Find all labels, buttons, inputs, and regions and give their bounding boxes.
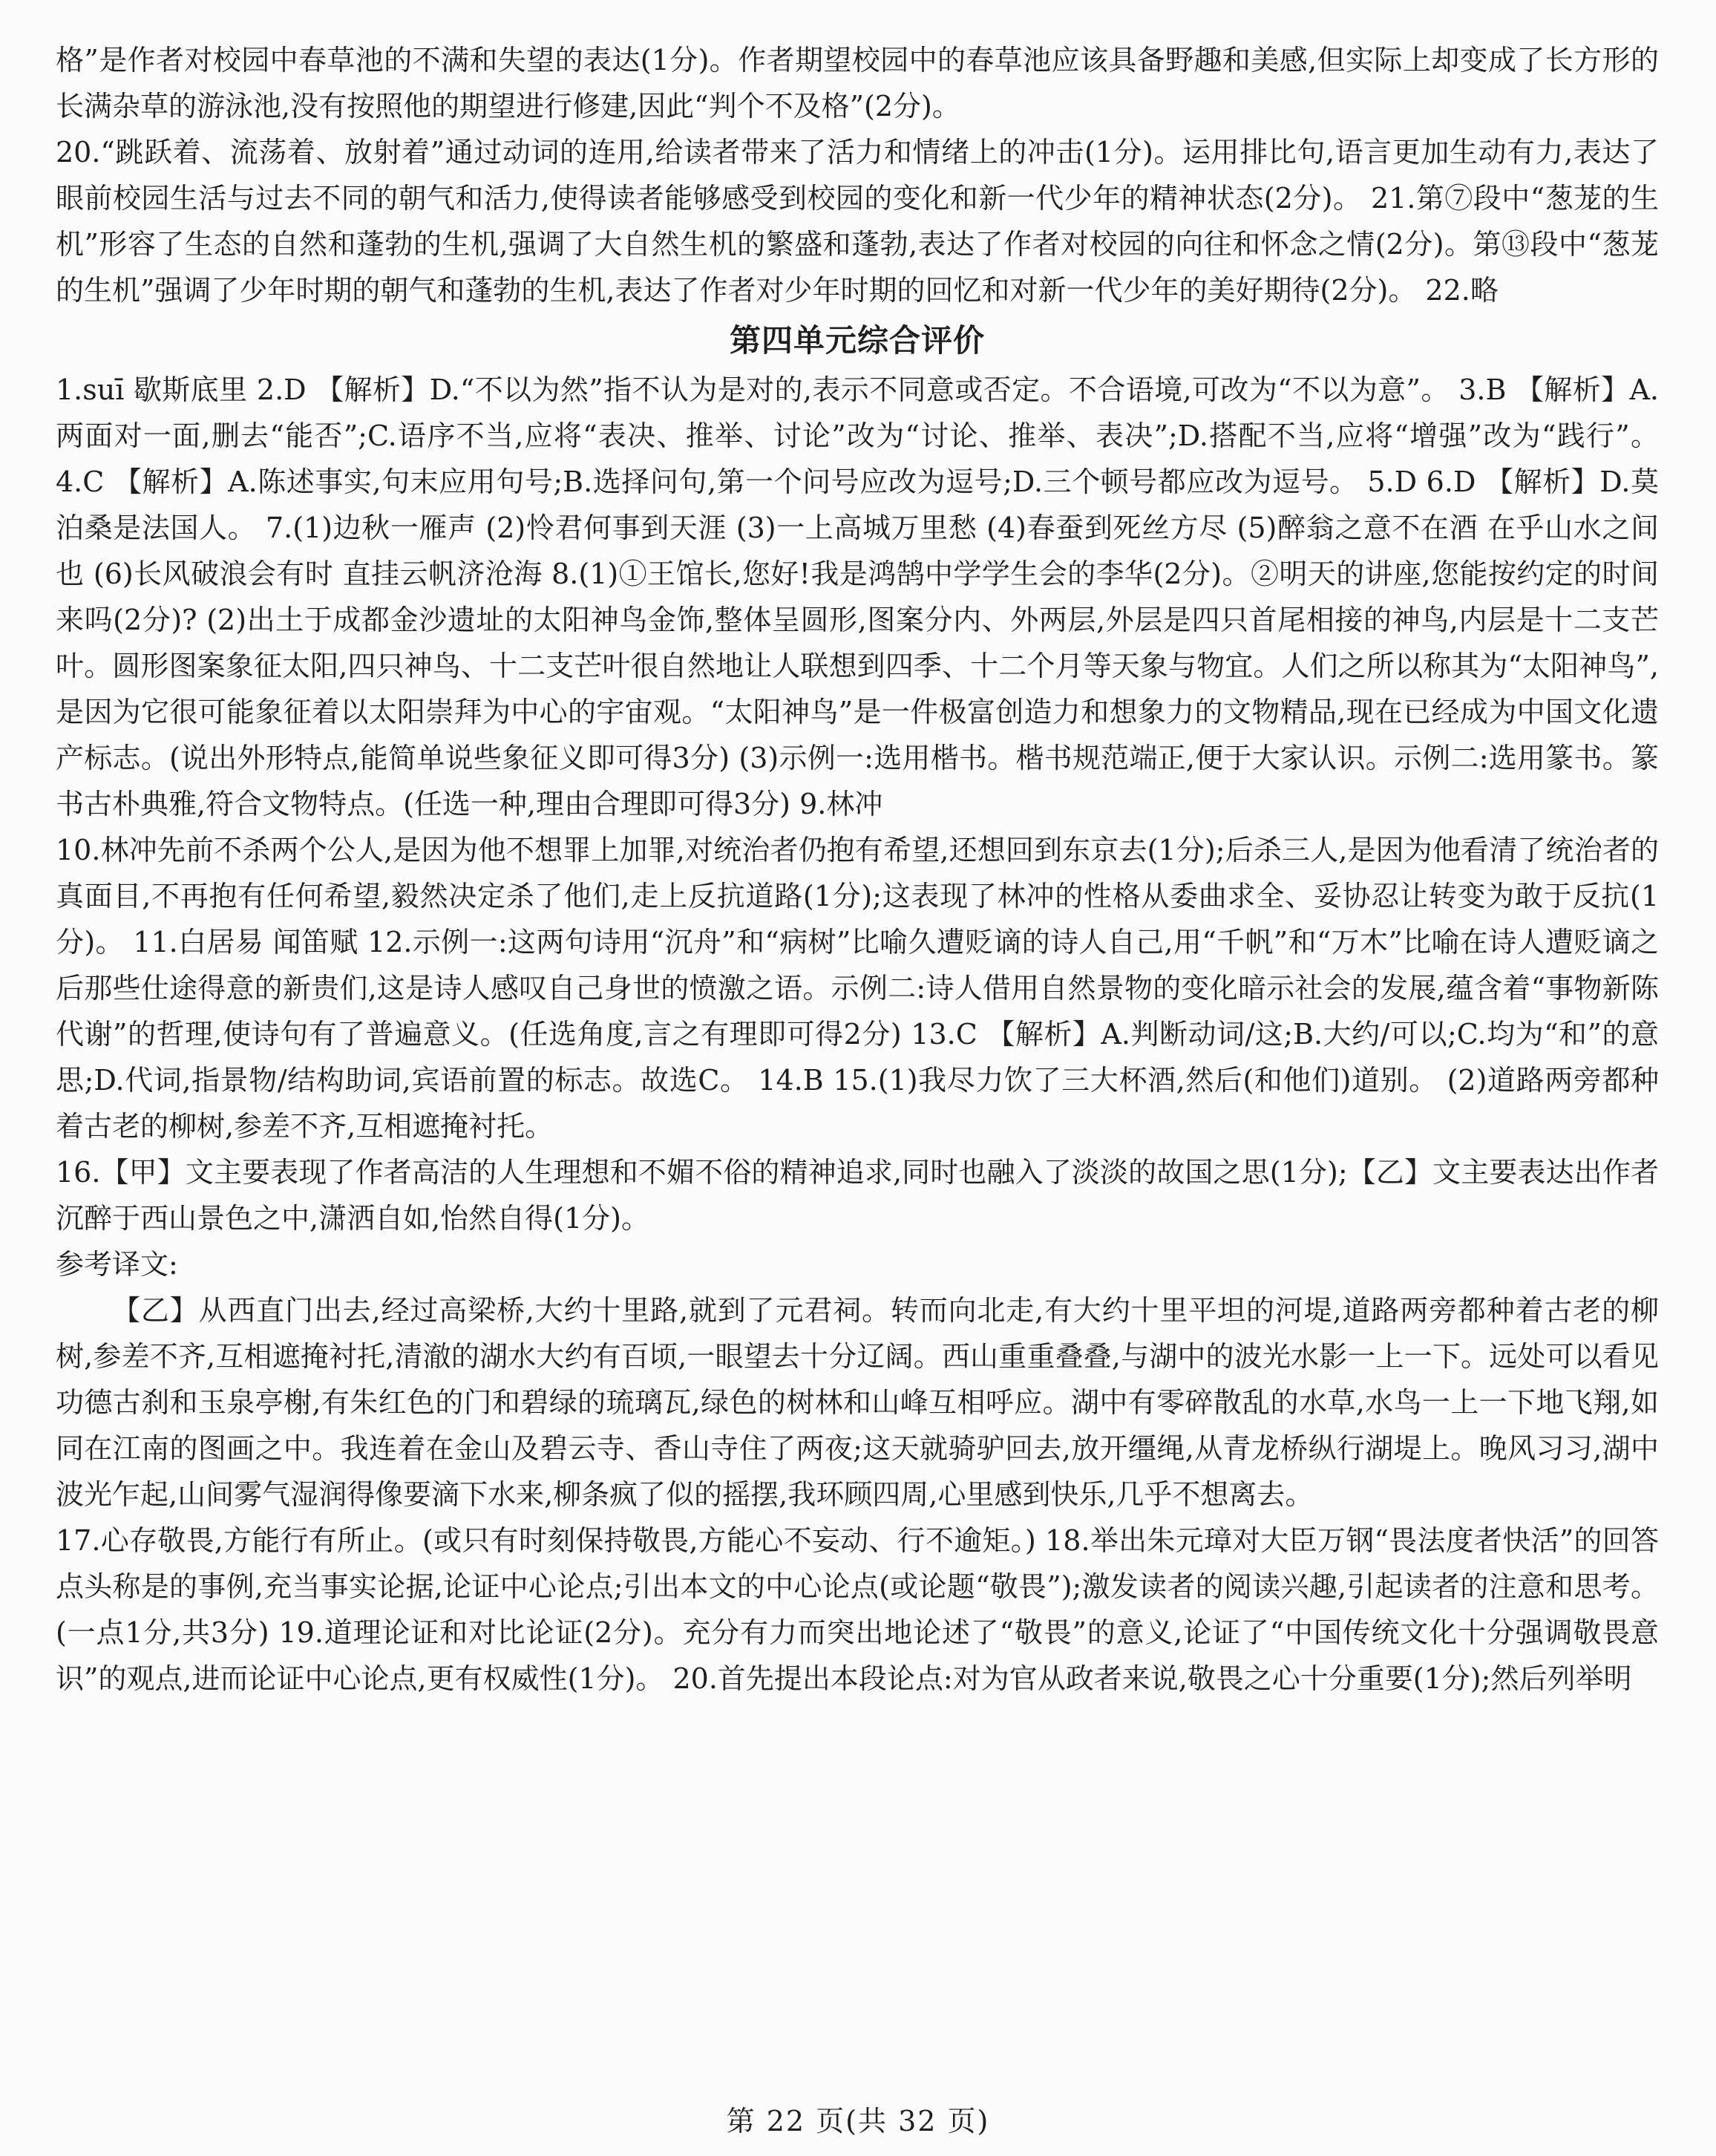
section-heading: 第四单元综合评价 bbox=[729, 322, 985, 359]
paragraph-top-2: 20.“跳跃着、流荡着、放射着”通过动词的连用,给读者带来了活力和情绪上的冲击(1分)。运用排比句,语言更加生动有力,表达了眼前校园生活与过去不同的朝气和活力,使得读者能够感受到校园的变化和新一代少年的精神状态(2分)。 21.第⑦段中“葱茏的生机”形容了生态的自然和蓬勃的生机,强调了大自然生机的繁盛和蓬勃,表达了作者对校园的向往和怀念之情(2分)。第⑬段中“葱茏的生机”强调了少年时期的朝气和蓬勃的生机,表达了作者对少年时期的回忆和对新一代少年的美好期待(2分)。 22.略 bbox=[56, 136, 1659, 307]
page-number-footer: 第 22 页(共 32 页) bbox=[726, 2105, 990, 2137]
paragraph-answers-17-20: 17.心存敬畏,方能行有所止。(或只有时刻保持敬畏,方能心不妄动、行不逾矩。) 18.举出朱元璋对大臣万钢“畏法度者快活”的回答点头称是的事例,充当事实论据,论证中心论点;引出本文的中心论点(或论题“敬畏”);激发读者的阅读兴趣,引起读者的注意和思考。(一点1分,共3分) 19.道理论证和对比论证(2分)。充分有力而突出地论述了“敬畏”的意义,论证了“中国传统文化十分强调敬畏意识”的观点,进而论证中心论点,更有权威性(1分)。 20.首先提出本段论点:对为官从政者来说,敬畏之心十分重要(1分);然后列举明 bbox=[56, 1524, 1659, 1695]
translation-label: 参考译文: bbox=[56, 1248, 178, 1281]
paragraph-answers-1-9: 1.suī 歇斯底里 2.D 【解析】D.“不以为然”指不认为是对的,表示不同意或否定。不合语境,可改为“不以为意”。 3.B 【解析】A.两面对一面,删去“能否”;C.语序不当,应将“表决、推举、讨论”改为“讨论、推举、表决”;D.搭配不当,应将“增强”改为“践行”。 4.C 【解析】A.陈述事实,句末应用句号;B.选择问句,第一个问号应改为逗号;D.三个顿号都应改为逗号。 5.D 6.D 【解析】D.莫泊桑是法国人。 7.(1)边秋一雁声 (2)怜君何事到天涯 (3)一上高城万里愁 (4)春蚕到死丝方尽 (5)醉翁之意不在酒 在乎山水之间也 (6)长风破浪会有时 直挂云帆济沧海 8.(1)①王馆长,您好!我是鸿鹄中学学生会的李华(2分)。②明天的讲座,您能按约定的时间来吗(2分)? (2)出土于成都金沙遗址的太阳神鸟金饰,整体呈圆形,图案分内、外两层,外层是四只首尾相接的神鸟,内层是十二支芒叶。圆形图案象征太阳,四只神鸟、十二支芒叶很自然地让人联想到四季、十二个月等天象与物宜。人们之所以称其为“太阳神鸟”,是因为它很可能象征着以太阳崇拜为中心的宇宙观。“太阳神鸟”是一件极富创造力和想象力的文物精品,现在已经成为中国文化遗产标志。(说出外形特点,能简单说些象征义即可得3分) (3)示例一:选用楷书。楷书规范端正,便于大家认识。示例二:选用篆书。篆书古朴典雅,符合文物特点。(任选一种,理由合理即可得3分) 9.林冲 bbox=[56, 373, 1659, 820]
paragraph-answers-10-15: 10.林冲先前不杀两个公人,是因为他不想罪上加罪,对统治者仍抱有希望,还想回到东京去(1分);后杀三人,是因为他看清了统治者的真面目,不再抱有任何希望,毅然决定杀了他们,走上反抗道路(1分);这表现了林冲的性格从委曲求全、妥协忍让转变为敢于反抗(1分)。 11.白居易 闻笛赋 12.示例一:这两句诗用“沉舟”和“病树”比喻久遭贬谪的诗人自己,用“千帆”和“万木”比喻在诗人遭贬谪之后那些仕途得意的新贵们,这是诗人感叹自己身世的愤激之语。示例二:诗人借用自然景物的变化暗示社会的发展,蕴含着“事物新陈代谢”的哲理,使诗句有了普遍意义。(任选角度,言之有理即可得2分) 13.C 【解析】A.判断动词/这;B.大约/可以;C.均为“和”的意思;D.代词,指景物/结构助词,宾语前置的标志。故选C。 14.B 15.(1)我尽力饮了三大杯酒,然后(和他们)道别。 (2)道路两旁都种着古老的柳树,参差不齐,互相遮掩衬托。 bbox=[56, 834, 1659, 1143]
paragraph-top-1: 格”是作者对校园中春草池的不满和失望的表达(1分)。作者期望校园中的春草池应该具备野趣和美感,但实际上却变成了长方形的长满杂草的游泳池,没有按照他的期望进行修建,因此“判个不及格”(2分)。 bbox=[56, 44, 1659, 122]
paragraph-answer-16: 16.【甲】文主要表现了作者高洁的人生理想和不媚不俗的精神追求,同时也融入了淡淡的故国之思(1分);【乙】文主要表达出作者沉醉于西山景色之中,潇洒自如,怡然自得(1分)。 bbox=[56, 1156, 1659, 1235]
document-page bbox=[56, 37, 1659, 1702]
translation-text: 【乙】从西直门出去,经过高梁桥,大约十里路,就到了元君祠。转而向北走,有大约十里平坦的河堤,道路两旁都种着古老的柳树,参差不齐,互相遮掩衬托,清澈的湖水大约有百顷,一眼望去十分辽阔。西山重重叠叠,与湖中的波光水影一上一下。远处可以看见功德古刹和玉泉亭榭,有朱红色的门和碧绿的琉璃瓦,绿色的树林和山峰互相呼应。湖中有零碎散乱的水草,水鸟一上一下地飞翔,如同在江南的图画之中。我连着在金山及碧云寺、香山寺住了两夜;这天就骑驴回去,放开缰绳,从青龙桥纵行湖堤上。晚风习习,湖中波光乍起,山间雾气湿润得像要滴下水来,柳条疯了似的摇摆,我环顾四周,心里感到快乐,几乎不想离去。 bbox=[56, 1294, 1659, 1511]
